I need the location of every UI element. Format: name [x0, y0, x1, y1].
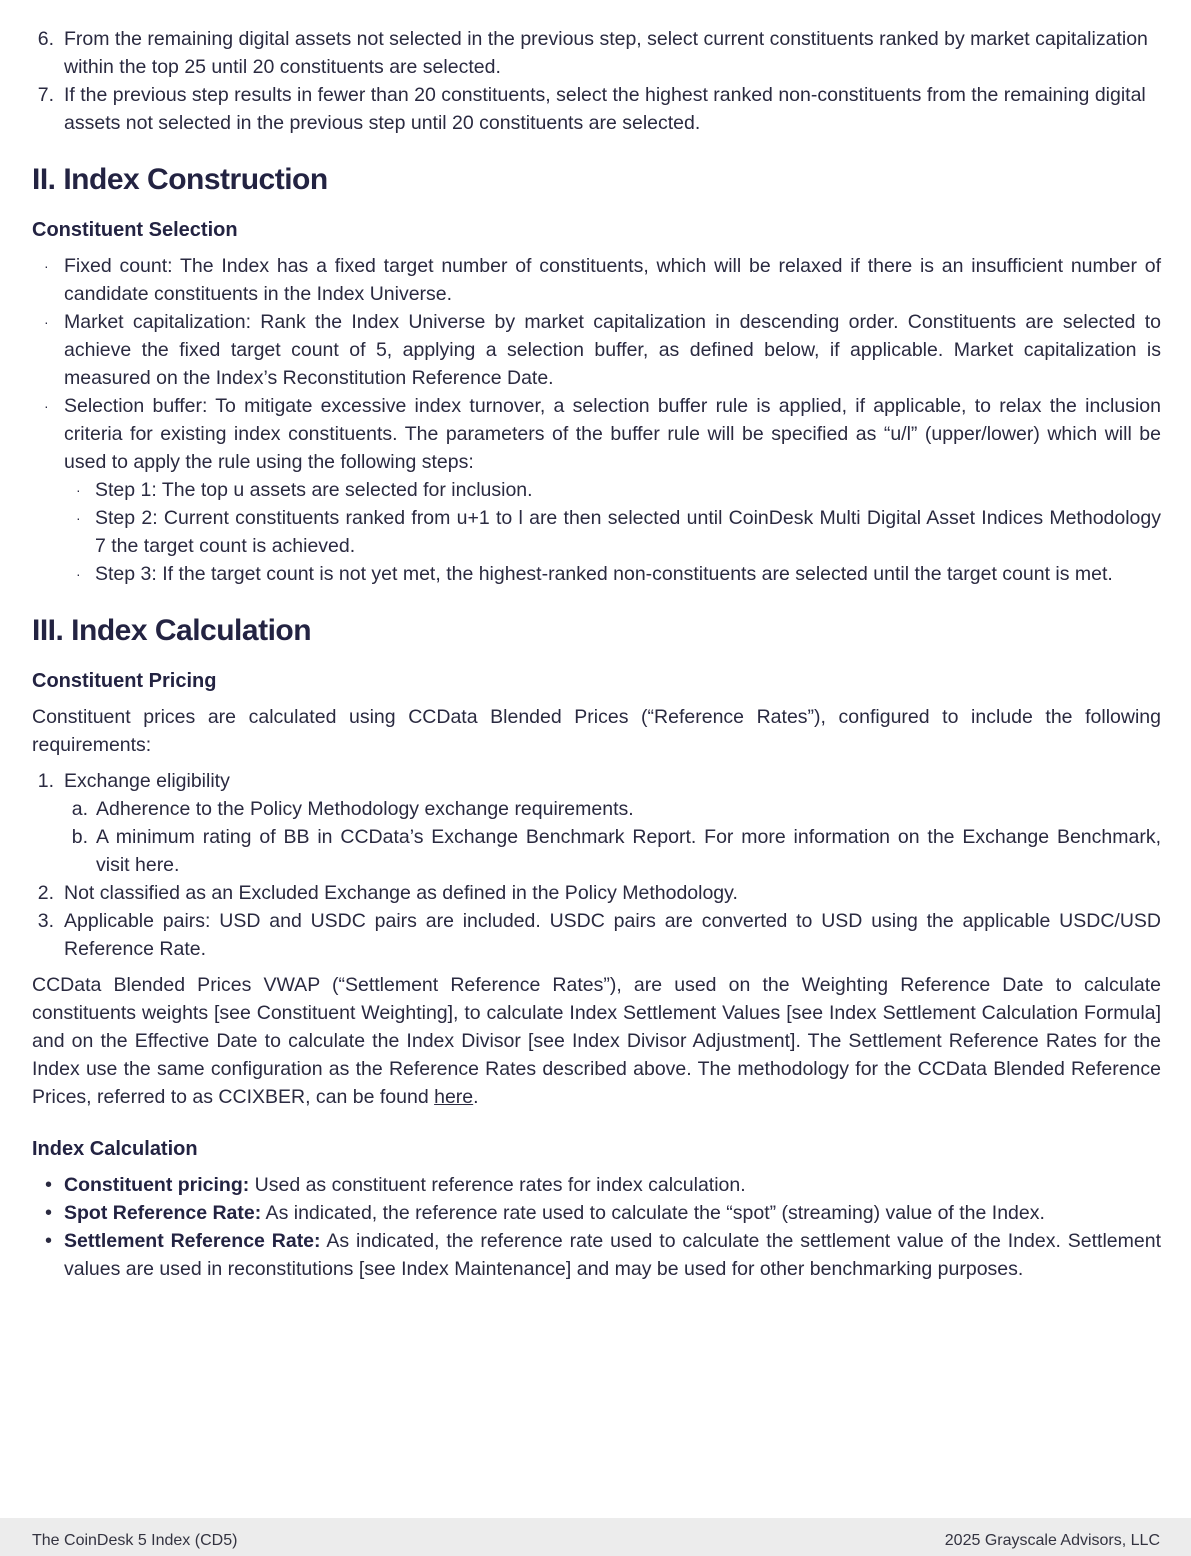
bullet-icon: · [76, 510, 81, 526]
section-heading-index-construction: II. Index Construction [32, 163, 328, 196]
paragraph-text: CCData Blended Prices VWAP (“Settlement Reference Rates”), are used on the Weighting Reference Date to calculate constituents weights [see Constituent Weighting], to calculate Index Settlement Values [see Index Settlement Calculation Formula] and on the Effective Date to calculate the Index Divisor [see Index Divisor Adjustment]. The Settlement Reference Rates for the Index use the same configuration as the Reference Rates described above. The methodology for the CCData Blended Reference Prices, referred to as CCIXBER, can be found [32, 974, 1161, 1108]
subheading-index-calculation: Index Calculation [32, 1138, 198, 1160]
item-label: Spot Reference Rate: [64, 1202, 262, 1224]
list-number: 6. [37, 28, 54, 50]
subheading-constituent-pricing: Constituent Pricing [32, 670, 217, 692]
list-item [64, 795, 1161, 823]
list-item [32, 879, 1161, 907]
footer-index-name: The CoinDesk 5 Index (CD5) [32, 1532, 238, 1549]
list-item [32, 308, 1161, 392]
subheading-constituent-selection: Constituent Selection [32, 219, 238, 241]
list-number: 2. [37, 882, 54, 904]
selection-steps-list [32, 25, 1161, 137]
list-text: Step 2: Current constituents ranked from u+1 to l are then selected until CoinDesk Multi Digital Asset Indices Methodology 7 the target count is achieved. [95, 507, 1161, 557]
list-text: Selection buffer: To mitigate excessive index turnover, a selection buffer rule is applied, if applicable, to relax the inclusion criteria for existing index constituents. The parameters of the buffer rule will be specified as “u/l” (upper/lower) which will be used to apply the rule using the following steps: [64, 395, 1161, 473]
list-text: Market capitalization: Rank the Index Universe by market capitalization in descending order. Constituents are selected to achieve the fixed target count of 5, applying a selection buffer, as defined below, if applicable. Market capitalization is measured on the Index’s Reconstitution Reference Date. [64, 311, 1161, 389]
paragraph-end: . [473, 1086, 479, 1108]
list-text: Step 1: The top u assets are selected for inclusion. [95, 479, 533, 501]
item-text: As indicated, the reference rate used to calculate the settlement value of the Index. Settlement values are used in reconstitutions [see Index Maintenance] and may be used for other benchmarking purposes. [64, 1230, 1161, 1280]
list-item [32, 767, 1161, 879]
list-item [32, 1199, 1161, 1227]
section-heading-index-calculation: III. Index Calculation [32, 614, 312, 647]
list-item [32, 907, 1161, 963]
exchange-eligibility-sublist [64, 795, 1161, 879]
index-calculation-list [32, 1171, 1161, 1283]
list-text: Not classified as an Excluded Exchange as defined in the Policy Methodology. [64, 882, 738, 904]
item-text: As indicated, the reference rate used to calculate the “spot” (streaming) value of the Index. [261, 1202, 1045, 1224]
list-item [32, 81, 1161, 137]
list-number: 1. [37, 770, 54, 792]
list-item [64, 504, 1161, 560]
item-label: Settlement Reference Rate: [64, 1230, 321, 1252]
bullet-icon: • [45, 1174, 53, 1196]
list-letter: b. [71, 826, 88, 848]
bullet-icon: · [76, 482, 81, 498]
bullet-icon: • [45, 1230, 53, 1252]
list-text: Step 3: If the target count is not yet met, the highest-ranked non-constituents are selected until the target count is met. [95, 563, 1113, 585]
list-text: If the previous step results in fewer than 20 constituents, select the highest ranked non-constituents from the remaining digital assets not selected in the previous step until 20 constituents are selected. [64, 84, 1146, 134]
document-page [32, 25, 1161, 1283]
pricing-intro-paragraph: Constituent prices are calculated using CCData Blended Prices (“Reference Rates”), configured to include the following requirements: [32, 706, 1161, 756]
list-text: Fixed count: The Index has a fixed target number of constituents, which will be relaxed if there is an insufficient number of candidate constituents in the Index Universe. [64, 255, 1161, 305]
item-label: Constituent pricing: [64, 1174, 250, 1196]
pricing-requirements-list [32, 767, 1161, 963]
settlement-reference-paragraph [32, 971, 1161, 1111]
list-text: A minimum rating of BB in CCData’s Exchange Benchmark Report. For more information on the Exchange Benchmark, visit here. [96, 826, 1161, 876]
list-item [32, 252, 1161, 308]
list-item [64, 560, 1161, 588]
bullet-icon: • [45, 1202, 53, 1224]
bullet-icon: · [44, 398, 49, 414]
list-item [32, 25, 1161, 81]
here-link[interactable]: here [434, 1086, 474, 1108]
page-footer [0, 1518, 1191, 1556]
list-number: 3. [37, 910, 54, 932]
footer-copyright: 2025 Grayscale Advisors, LLC [944, 1532, 1160, 1549]
list-number: 7. [37, 84, 54, 106]
item-text: Used as constituent reference rates for index calculation. [249, 1174, 746, 1196]
list-text: From the remaining digital assets not selected in the previous step, select current constituents ranked by market capitalization within the top 25 until 20 constituents are selected. [64, 28, 1148, 78]
list-text: Applicable pairs: USD and USDC pairs are included. USDC pairs are converted to USD using the applicable USDC/USD Reference Rate. [64, 910, 1161, 960]
list-text: Exchange eligibility [64, 770, 230, 792]
list-item [64, 476, 1161, 504]
list-item [32, 1171, 1161, 1199]
bullet-icon: · [76, 566, 81, 582]
buffer-steps-list [64, 476, 1161, 588]
list-item [64, 823, 1161, 879]
list-item [32, 1227, 1161, 1283]
list-text: Adherence to the Policy Methodology exchange requirements. [96, 798, 634, 820]
constituent-selection-list [32, 252, 1161, 588]
bullet-icon: · [44, 314, 49, 330]
list-letter: a. [71, 798, 88, 820]
bullet-icon: · [44, 258, 49, 274]
list-item [32, 392, 1161, 588]
